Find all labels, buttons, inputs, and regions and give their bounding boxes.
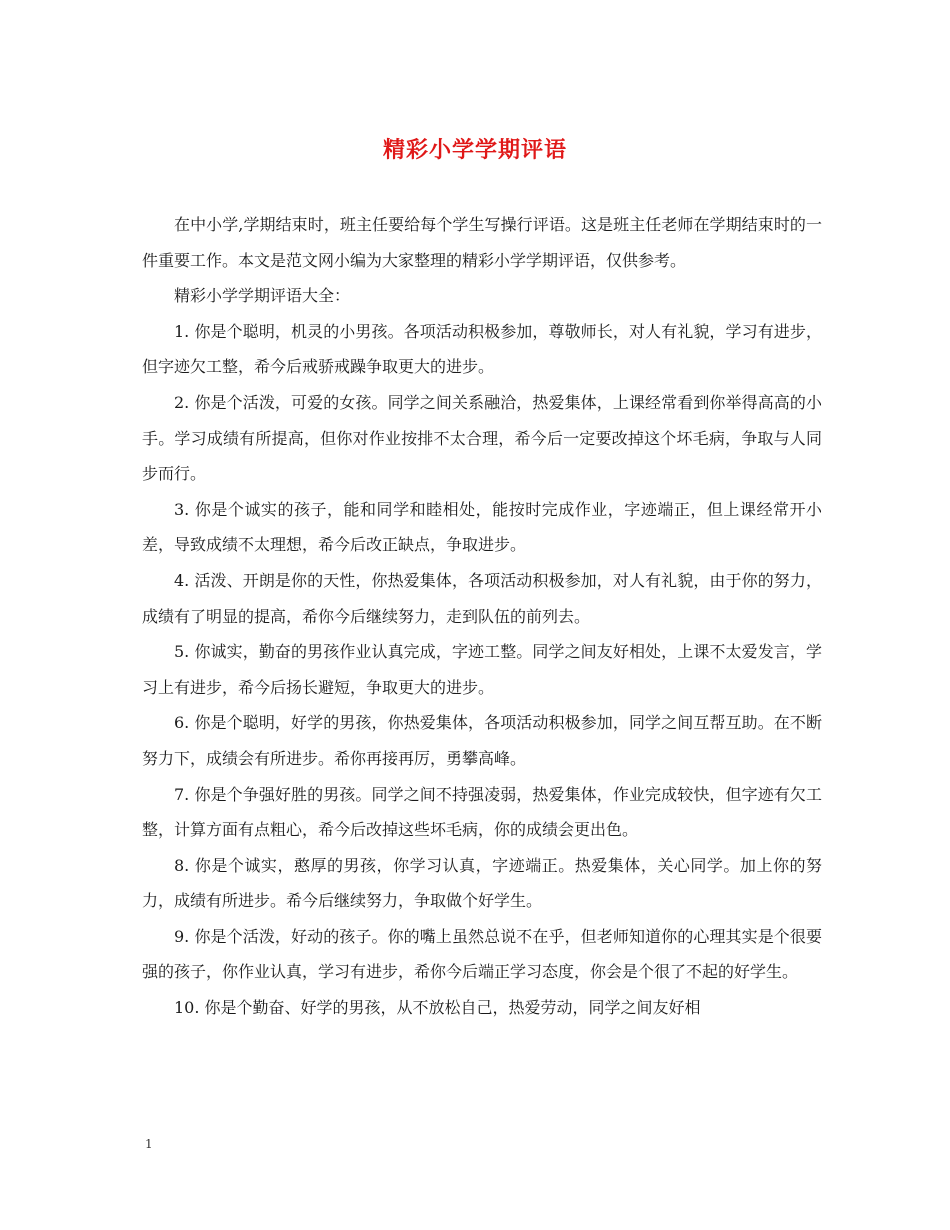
comment-item-7: 7. 你是个争强好胜的男孩。同学之间不持强凌弱，热爱集体，作业完成较快，但字迹有欠工整，计算方面有点粗心，希今后改掉这些坏毛病，你的成绩会更出色。 [142,784,822,840]
comment-item-8: 8. 你是个诚实，憨厚的男孩，你学习认真，字迹端正。热爱集体，关心同学。加上你的努力，成绩有所进步。希今后继续努力，争取做个好学生。 [142,855,822,911]
document-body [142,207,822,1026]
comment-item-9: 9. 你是个活泼，好动的孩子。你的嘴上虽然总说不在乎，但老师知道你的心理其实是个很要强的孩子，你作业认真，学习有进步，希你今后端正学习态度，你会是个很了不起的好学生。 [142,926,822,982]
comment-item-3: 3. 你是个诚实的孩子，能和同学和睦相处，能按时完成作业，字迹端正，但上课经常开小差，导致成绩不太理想，希今后改正缺点，争取进步。 [142,499,822,555]
intro-paragraph: 在中小学,学期结束时，班主任要给每个学生写操行评语。这是班主任老师在学期结束时的一件重要工作。本文是范文网小编为大家整理的精彩小学学期评语，仅供参考。 [142,215,822,270]
document-title: 精彩小学学期评语 [382,137,567,163]
comment-item-2: 2. 你是个活泼，可爱的女孩。同学之间关系融洽，热爱集体，上课经常看到你举得高高的小手。学习成绩有所提高，但你对作业按排不太合理，希今后一定要改掉这个坏毛病，争取与人同步而行。 [142,392,822,484]
comment-item-1: 1. 你是个聪明，机灵的小男孩。各项活动积极参加，尊敬师长，对人有礼貌，学习有进步，但字迹欠工整，希今后戒骄戒躁争取更大的进步。 [142,321,822,377]
page-number: 1 [145,1137,153,1151]
comment-item-10: 10. 你是个勤奋、好学的男孩，从不放松自己，热爱劳动，同学之间友好相 [174,998,701,1018]
comment-item-4: 4. 活泼、开朗是你的天性，你热爱集体，各项活动积极参加，对人有礼貌，由于你的努力，成绩有了明显的提高，希你今后继续努力，走到队伍的前列去。 [142,570,822,626]
comment-item-5: 5. 你诚实，勤奋的男孩作业认真完成，字迹工整。同学之间友好相处，上课不太爱发言，学习上有进步，希今后扬长避短，争取更大的进步。 [142,642,822,697]
comment-item-6: 6. 你是个聪明，好学的男孩，你热爱集体，各项活动积极参加，同学之间互帮互助。在不断努力下，成绩会有所进步。希你再接再厉，勇攀高峰。 [142,713,822,768]
section-heading: 精彩小学学期评语大全： [174,286,351,306]
